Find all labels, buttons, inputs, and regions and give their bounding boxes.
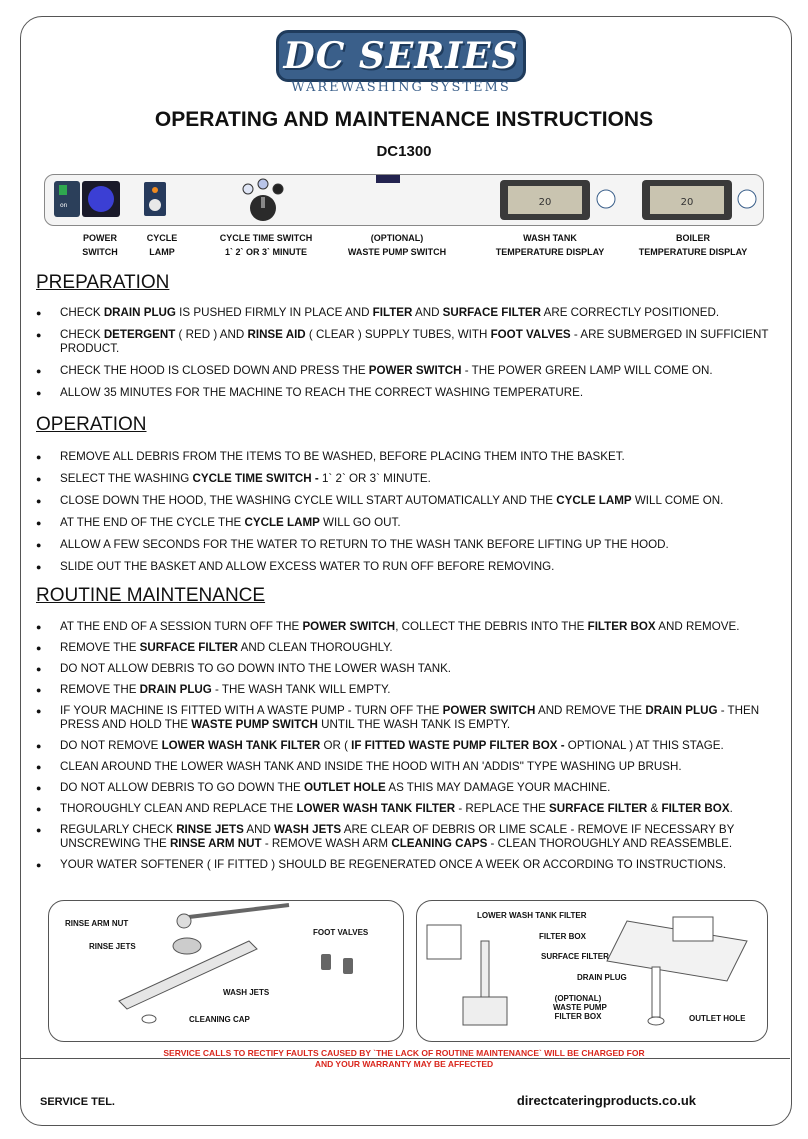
wash-tank-icon: [597, 190, 615, 208]
control-label-cycle-time: CYCLE TIME SWITCH 1` 2` OR 3` MINUTE: [219, 233, 313, 257]
label-cleaning-cap: CLEANING CAP: [189, 1015, 250, 1024]
service-telephone: SERVICE TEL.: [40, 1096, 115, 1108]
label-drain-plug: DRAIN PLUG: [577, 973, 627, 982]
label-foot-valves: FOOT VALVES: [313, 928, 369, 937]
brand-logo: [276, 30, 526, 96]
label-outlet-hole: OUTLET HOLE: [689, 1014, 746, 1023]
bullet-item: ● CHECK THE HOOD IS CLOSED DOWN AND PRESS THE POWER SWITCH - THE POWER GREEN LAMP WILL COME ON.: [36, 364, 786, 378]
bullet-item: ● REMOVE THE SURFACE FILTER AND CLEAN THOROUGHLY.: [36, 641, 786, 655]
bullet-item: ● SELECT THE WASHING CYCLE TIME SWITCH - 1` 2` OR 3` MINUTE.: [36, 472, 786, 486]
maintenance-warning: SERVICE CALLS TO RECTIFY FAULTS CAUSED BY `THE LACK OF ROUTINE MAINTENANCE` WILL BE CHARGED FOR AND YOUR WARRANTY MAY BE AFFECTED: [163, 1048, 645, 1069]
foot-valve-icon: [343, 958, 353, 974]
filter-box-icon: [673, 917, 713, 941]
bullet-item: ● CLOSE DOWN THE HOOD, THE WASHING CYCLE WILL START AUTOMATICALLY AND THE CYCLE LAMP WILL COME ON.: [36, 494, 786, 508]
section-heading-maintenance: ROUTINE MAINTENANCE: [36, 585, 266, 606]
boiler-display-digits: 20: [680, 197, 694, 208]
label-wash-jets: WASH JETS: [223, 988, 270, 997]
preparation-list: [36, 306, 786, 408]
logo-main-text: DC SERIES: [283, 35, 519, 77]
boiler-icon: [738, 190, 756, 208]
label-rinse-arm-nut: RINSE ARM NUT: [65, 919, 129, 928]
page-title: OPERATING AND MAINTENANCE INSTRUCTIONS: [154, 108, 654, 131]
bullet-item: ● CHECK DETERGENT ( RED ) AND RINSE AID ( CLEAR ) SUPPLY TUBES, WITH FOOT VALVES - ARE SUBMERGED IN SUFFICIENT PRODUCT.: [36, 328, 786, 356]
bullet-item: ● AT THE END OF THE CYCLE THE CYCLE LAMP WILL GO OUT.: [36, 516, 786, 530]
bullet-item: ● THOROUGHLY CLEAN AND REPLACE THE LOWER WASH TANK FILTER - REPLACE THE SURFACE FILTER & FILTER BOX.: [36, 802, 786, 816]
label-optional-waste-pump-filter-box: (OPTIONAL) WASTE PUMP FILTER BOX: [553, 994, 607, 1021]
control-label-wash-temp: WASH TANK TEMPERATURE DISPLAY: [495, 233, 605, 257]
waste-pump-pipe-icon: [481, 941, 489, 997]
rinse-arm-nut-icon: [177, 914, 191, 928]
diagram-filters: [416, 900, 768, 1042]
website-link[interactable]: directcateringproducts.co.uk: [516, 1093, 696, 1108]
maintenance-list: [36, 620, 786, 879]
wash-display-digits: 20: [538, 197, 552, 208]
diagram-wash-arm: [48, 900, 404, 1042]
control-panel: [44, 174, 764, 226]
bullet-item: ● DO NOT ALLOW DEBRIS TO GO DOWN THE OUTLET HOLE AS THIS MAY DAMAGE YOUR MACHINE.: [36, 781, 786, 795]
waste-pump-filter-box-icon: [463, 997, 507, 1025]
bullet-item: ● ALLOW 35 MINUTES FOR THE MACHINE TO REACH THE CORRECT WASHING TEMPERATURE.: [36, 386, 786, 400]
label-lower-wash-tank-filter: LOWER WASH TANK FILTER: [477, 911, 587, 920]
bullet-item: ● AT THE END OF A SESSION TURN OFF THE POWER SWITCH, COLLECT THE DEBRIS INTO THE FILTER BOX AND REMOVE.: [36, 620, 786, 634]
power-lamp-icon: [59, 185, 67, 195]
foot-valve-icon: [321, 954, 331, 970]
control-label-waste-pump: (OPTIONAL) WASTE PUMP SWITCH: [347, 233, 447, 257]
control-label-power: POWER SWITCH: [82, 233, 118, 257]
bullet-item: ● DO NOT REMOVE LOWER WASH TANK FILTER OR ( IF FITTED WASTE PUMP FILTER BOX - OPTIONAL ) AT THIS STAGE.: [36, 739, 786, 753]
bullet-item: ● SLIDE OUT THE BASKET AND ALLOW EXCESS WATER TO RUN OFF BEFORE REMOVING.: [36, 560, 786, 574]
cleaning-cap-icon: [142, 1015, 156, 1023]
bullet-item: ● YOUR WATER SOFTENER ( IF FITTED ) SHOULD BE REGENERATED ONCE A WEEK OR ACCORDING TO INSTRUCTIONS.: [36, 858, 786, 872]
bullet-item: ● REMOVE THE DRAIN PLUG - THE WASH TANK WILL EMPTY.: [36, 683, 786, 697]
bullet-item: ● ALLOW A FEW SECONDS FOR THE WATER TO RETURN TO THE WASH TANK BEFORE LIFTING UP THE HOOD.: [36, 538, 786, 552]
bullet-item: ● CHECK DRAIN PLUG IS PUSHED FIRMLY IN PLACE AND FILTER AND SURFACE FILTER ARE CORRECTLY POSITIONED.: [36, 306, 786, 320]
bullet-item: ● REMOVE ALL DEBRIS FROM THE ITEMS TO BE WASHED, BEFORE PLACING THEM INTO THE BASKET.: [36, 450, 786, 464]
lower-wash-tank-filter-icon: [427, 925, 461, 959]
bullet-item: ● REGULARLY CHECK RINSE JETS AND WASH JETS ARE CLEAR OF DEBRIS OR LIME SCALE - REMOVE IF NECESSARY BY UNSCREWING THE RINSE ARM NUT - REMOVE WASH ARM CLEANING CAPS - CLEAN THOROUGHLY AND REASSEMBLE.: [36, 823, 786, 851]
power-on-icon: on: [60, 202, 68, 209]
model-number: DC1300: [376, 143, 432, 160]
logo-subtitle: WAREWASHING SYSTEMS: [291, 80, 511, 95]
control-label-boiler-temp: BOILER TEMPERATURE DISPLAY: [638, 233, 748, 257]
bullet-item: ● CLEAN AROUND THE LOWER WASH TANK AND INSIDE THE HOOD WITH AN 'ADDIS'' TYPE WASHING UP BRUSH.: [36, 760, 786, 774]
section-heading-operation: OPERATION: [36, 414, 147, 435]
waste-pump-switch-icon: [376, 175, 400, 183]
logo-badge: [276, 30, 526, 82]
label-filter-box: FILTER BOX: [539, 932, 586, 941]
section-heading-preparation: PREPARATION: [36, 272, 170, 293]
operation-list: [36, 450, 786, 582]
cycle-lamp-icon: [88, 186, 114, 212]
bullet-item: ● IF YOUR MACHINE IS FITTED WITH A WASTE PUMP - TURN OFF THE POWER SWITCH AND REMOVE THE DRAIN PLUG - THEN PRESS AND HOLD THE WASTE PUMP SWITCH UNTIL THE WASH TANK IS EMPTY.: [36, 704, 786, 732]
label-surface-filter: SURFACE FILTER: [541, 952, 609, 961]
label-rinse-jets: RINSE JETS: [89, 942, 136, 951]
control-panel-drawing: [45, 175, 763, 225]
drain-plug-icon: [652, 967, 660, 1017]
outlet-hole-icon: [648, 1017, 664, 1025]
control-label-cycle-lamp: CYCLE LAMP: [146, 233, 178, 257]
bullet-item: ● DO NOT ALLOW DEBRIS TO GO DOWN INTO THE LOWER WASH TANK.: [36, 662, 786, 676]
